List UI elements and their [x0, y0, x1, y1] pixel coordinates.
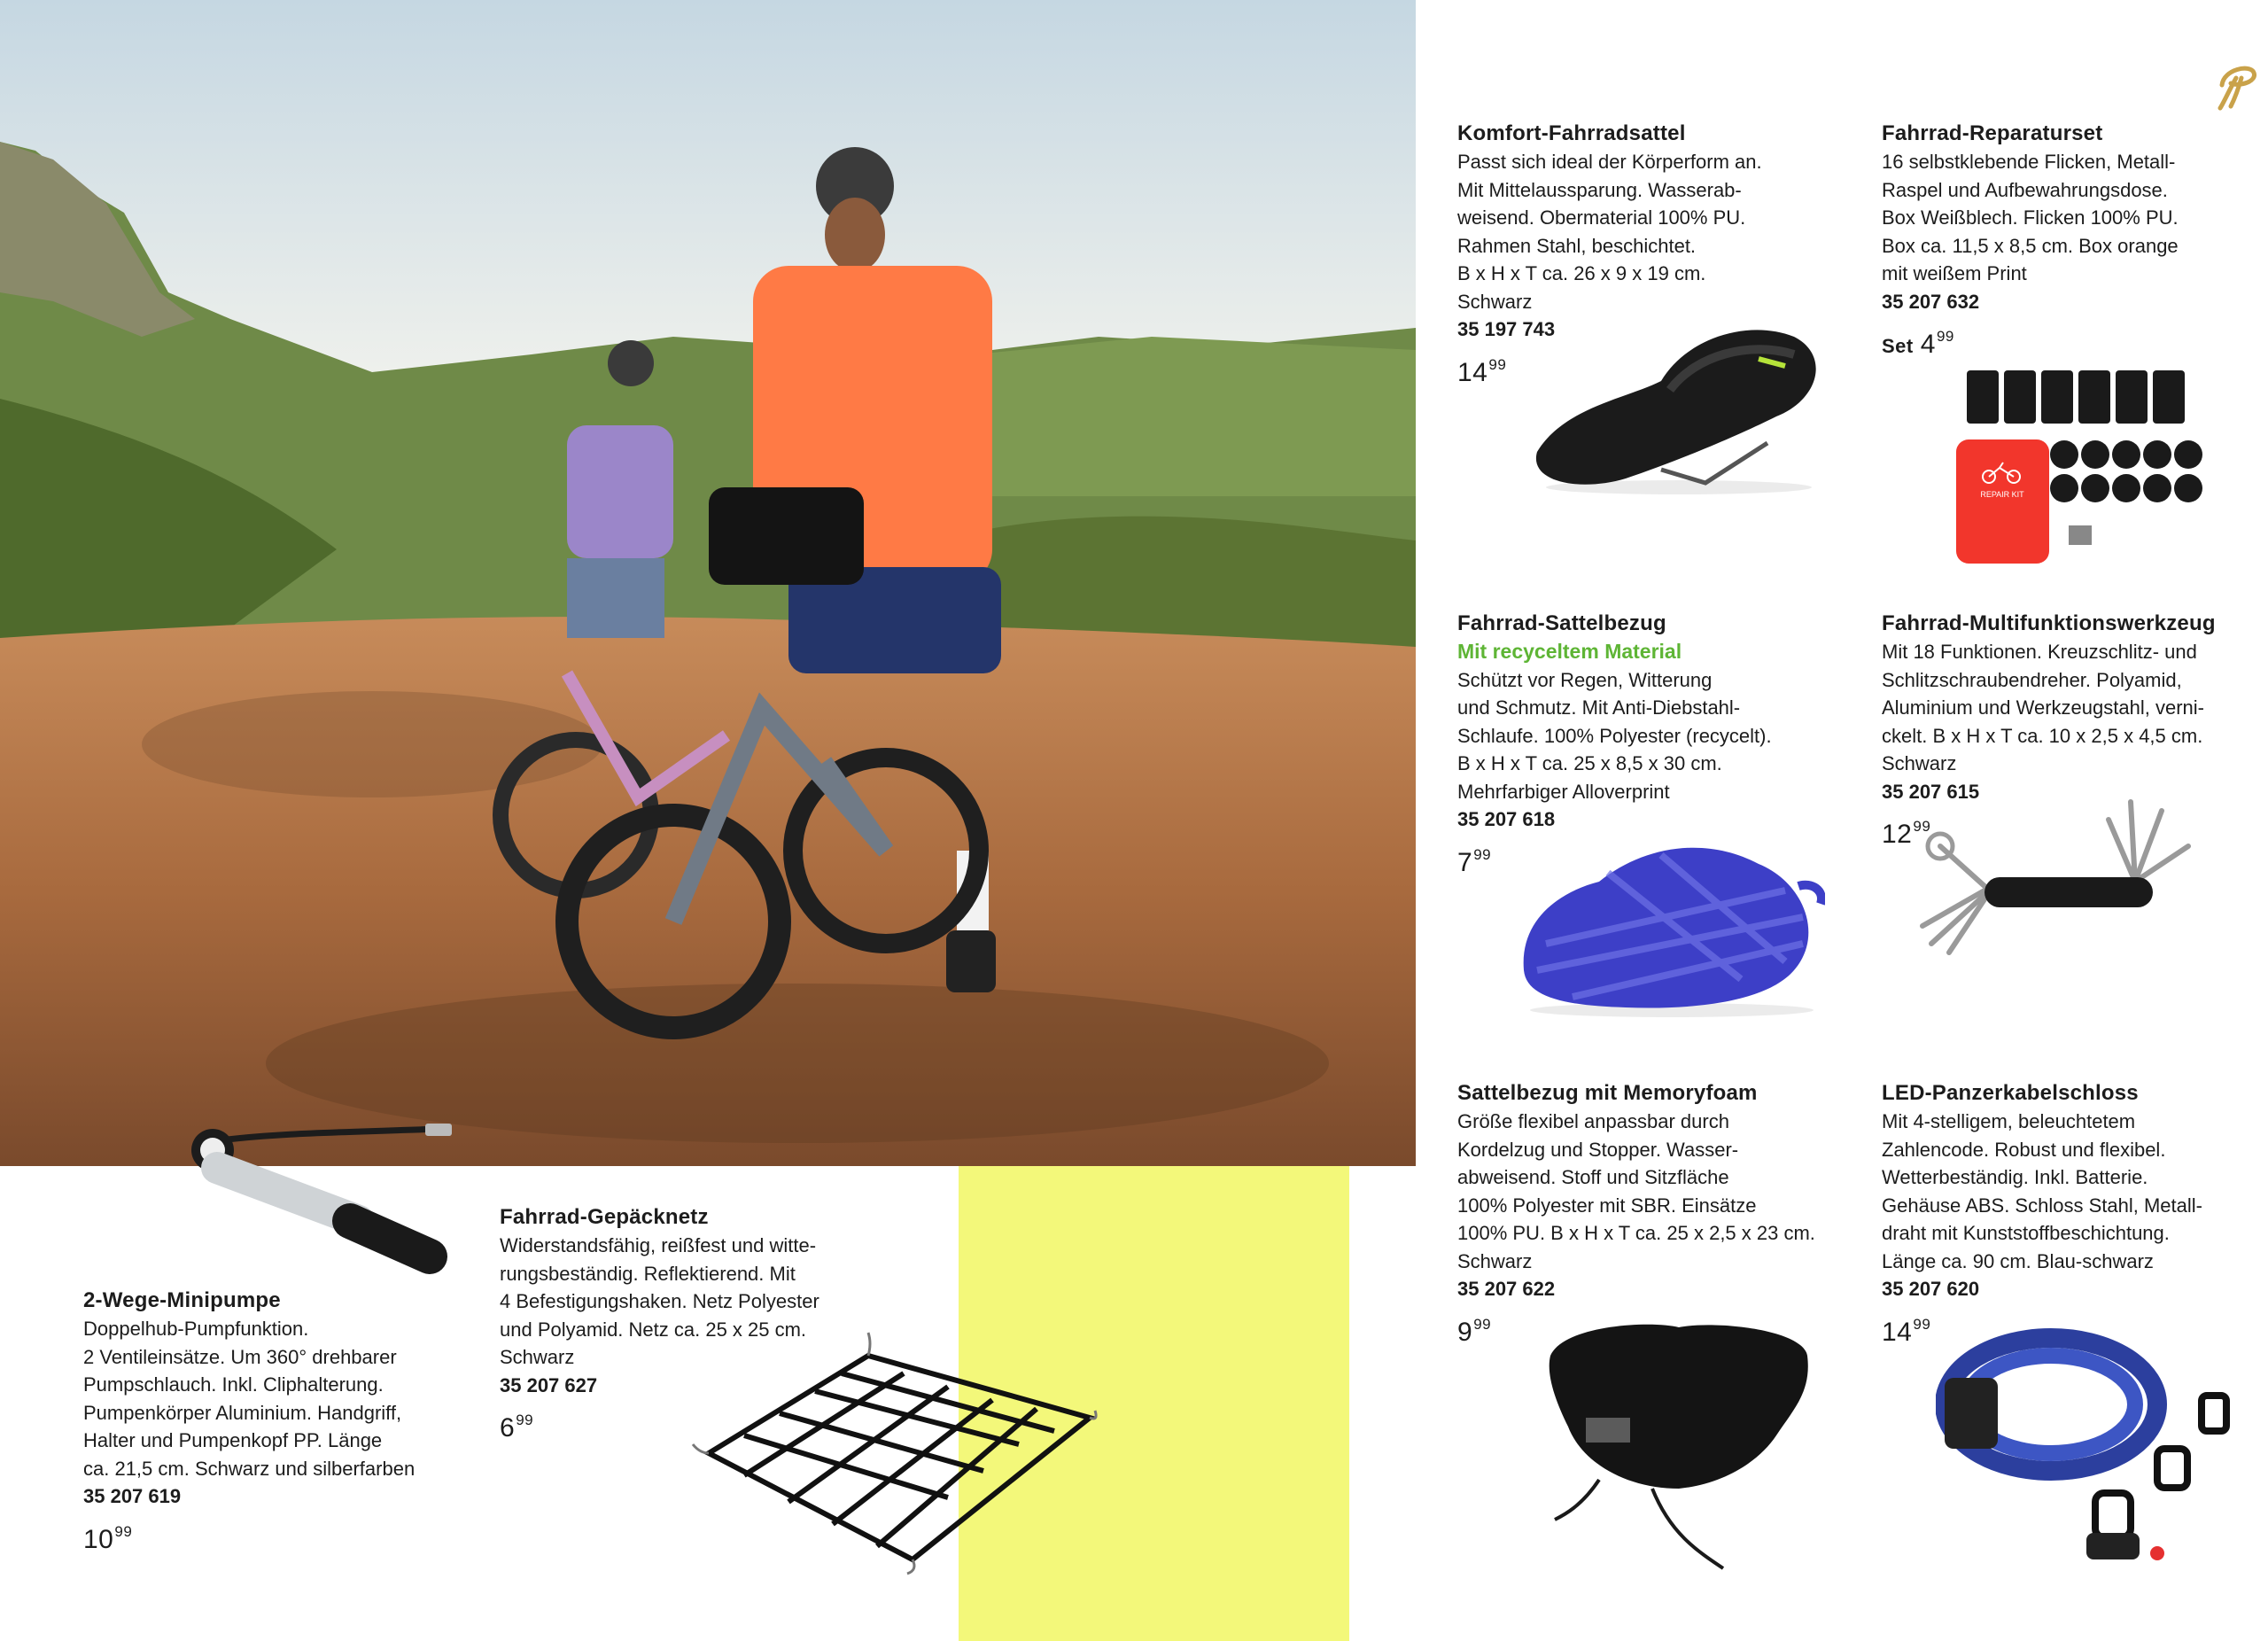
- cable-lock-image: [1936, 1325, 2250, 1564]
- product-code: 35 207 632: [1882, 290, 1980, 313]
- memoryfoam-cover-image: [1546, 1320, 1812, 1573]
- product-price: [1882, 321, 2263, 362]
- price-cents: 99: [1473, 1315, 1492, 1333]
- product-code: 35 207 627: [500, 1373, 598, 1396]
- price-cents: 99: [1913, 1315, 1931, 1333]
- product-title: LED-Panzerkabelschloss: [1882, 1081, 2139, 1105]
- luggage-net-image: [691, 1320, 1099, 1577]
- product-description: Schützt vor Regen, Witterung und Schmutz. Mit Anti-Diebstahl- Schlaufe. 100% Polyester (recycelt). B x H x T ca. 25 x 8,5 x 30 cm. Mehrfarbiger Alloverprint: [1457, 668, 1772, 803]
- price-cents: 99: [516, 1412, 534, 1428]
- price-main: 12: [1882, 820, 1913, 849]
- product-description: Mit 4-stelligem, beleuchtetem Zahlencode. Robust und flexibel. Wetterbeständig. Inkl. Batterie. Gehäuse ABS. Schloss Stahl, Metall- draht mit Kunststoffbeschichtung. Länge ca. 90 cm. Blau-schwarz: [1882, 1110, 2202, 1272]
- price-main: 9: [1457, 1317, 1473, 1347]
- price-cents: 99: [114, 1522, 133, 1540]
- product-title: Sattelbezug mit Memoryfoam: [1457, 1081, 1758, 1105]
- product-code: 35 207 619: [83, 1485, 182, 1507]
- product-code: 35 197 743: [1457, 318, 1556, 340]
- multitool-image: [1914, 793, 2206, 961]
- product-title: Fahrrad-Gepäcknetz: [500, 1205, 709, 1229]
- product-code: 35 207 620: [1882, 1278, 1980, 1300]
- product-code: 35 207 618: [1457, 808, 1556, 830]
- product-code: 35 207 622: [1457, 1278, 1556, 1300]
- product-description: Passt sich ideal der Körperform an. Mit Mittelaussparung. Wasserab- weisend. Obermaterial 100% PU. Rahmen Stahl, beschichtet. B x H x T ca. 26 x 9 x 19 cm. Schwarz: [1457, 151, 1762, 313]
- tchibo-swirl-logo-icon: [2215, 60, 2259, 112]
- price-prefix: Set: [1882, 335, 1914, 357]
- product-title: Komfort-Fahrradsattel: [1457, 121, 1686, 145]
- recycled-material-badge: Mit recyceltem Material: [1457, 640, 1682, 663]
- product-title: Fahrrad-Sattelbezug: [1457, 611, 1666, 635]
- price-cents: 99: [1488, 355, 1507, 373]
- repair-kit-image: [1953, 370, 2206, 570]
- minipump-image: [173, 1124, 456, 1283]
- saddle-image: [1528, 319, 1829, 496]
- price-main: 14: [1882, 1317, 1913, 1347]
- product-cable-lock: [1882, 1079, 2263, 1349]
- price-cents: 99: [1913, 818, 1931, 835]
- price-main: 10: [83, 1524, 114, 1554]
- price-main: 4: [1920, 330, 1936, 359]
- repair-kit-box-label: REPAIR KIT: [1980, 490, 2024, 499]
- price-cents: 99: [1936, 328, 1954, 345]
- saddle-cover-image: [1519, 837, 1825, 1019]
- product-description: Widerstandsfähig, reißfest und witte- rungsbeständig. Reflektierend. Mit 4 Befestigungshaken. Netz Polyester und Polyamid. Netz ca. 25 x 25 cm. Schwarz: [500, 1234, 819, 1368]
- price-main: 6: [500, 1413, 516, 1443]
- product-description: Mit 18 Funktionen. Kreuzschlitz- und Schlitzschraubendreher. Polyamid, Aluminium und Werkzeugstahl, verni- ckelt. B x H x T ca. 10 x 2,5 x 4,5 cm. Schwarz: [1882, 641, 2204, 774]
- product-title: Fahrrad-Reparaturset: [1882, 121, 2103, 145]
- product-description: Größe flexibel anpassbar durch Kordelzug und Stopper. Wasser- abweisend. Stoff und Sitzfläche 100% Polyester mit SBR. Einsätze 100% PU. B x H x T ca. 25 x 2,5 x 23 cm. Schwarz: [1457, 1110, 1815, 1272]
- hero-photo-cyclists: [0, 0, 1416, 1166]
- price-cents: 99: [1473, 845, 1492, 863]
- price-main: 14: [1457, 357, 1488, 387]
- price-main: 7: [1457, 847, 1473, 877]
- product-code: 35 207 615: [1882, 780, 1980, 803]
- product-description: 16 selbstklebende Flicken, Metall- Raspel und Aufbewahrungsdose. Box Weißblech. Flicken 100% PU. Box ca. 11,5 x 8,5 cm. Box orange mit weißem Print: [1882, 151, 2179, 284]
- product-memoryfoam-cover: [1457, 1079, 1856, 1349]
- product-title: 2-Wege-Minipumpe: [83, 1288, 281, 1312]
- product-repair-kit: [1882, 120, 2263, 362]
- product-price: [83, 1516, 482, 1556]
- product-minipump: [83, 1287, 482, 1556]
- hero-illustration: [0, 0, 1416, 1166]
- product-description: Doppelhub-Pumpfunktion. 2 Ventileinsätze. Um 360° drehbarer Pumpschlauch. Inkl. Cliphalterung. Pumpenkörper Aluminium. Handgriff, Halter und Pumpenkopf PP. Länge ca. 21,5 cm. Schwarz und silberfarben: [83, 1318, 416, 1480]
- product-title: Fahrrad-Multifunktionswerkzeug: [1882, 611, 2216, 635]
